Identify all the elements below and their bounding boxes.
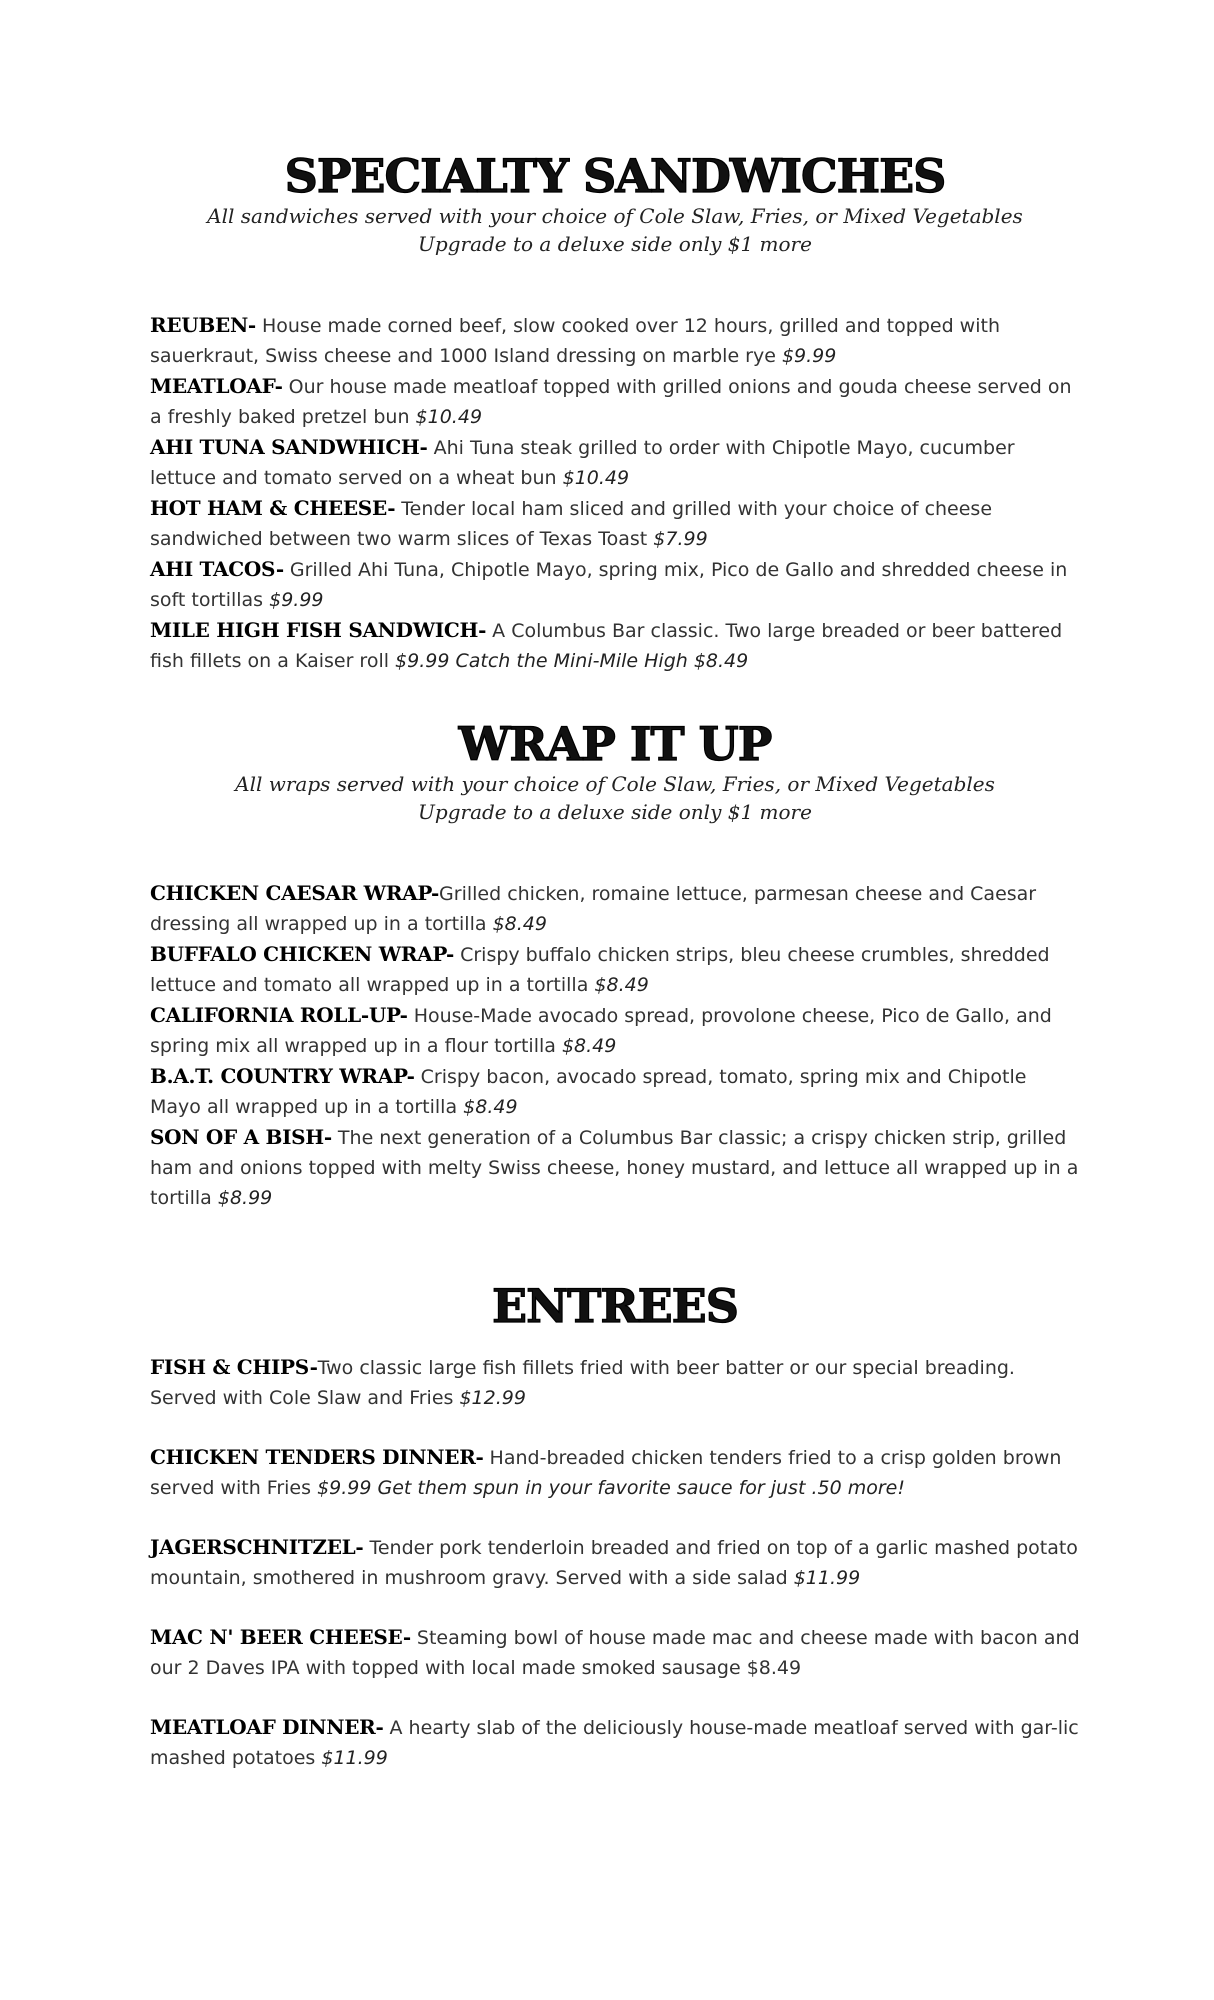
item-name: AHI TACOS- <box>150 557 284 581</box>
section-title: SPECIALTY SANDWICHES <box>284 149 946 203</box>
item-description: Our house made meatloaf topped with grilled onions and gouda cheese served on a freshly baked pretzel bun <box>150 376 1072 428</box>
item-description: House-Made avocado spread, provolone cheese, Pico de Gallo, and spring mix all wrapped up in a flour tortilla <box>150 1005 1052 1057</box>
item-name: MAC N' BEER CHEESE- <box>150 1625 411 1649</box>
item-price: $12.99 <box>459 1387 526 1409</box>
item-price: $11.99 <box>793 1567 861 1589</box>
menu-item <box>150 1352 1080 1413</box>
item-name: CALIFORNIA ROLL-UP- <box>150 1003 408 1027</box>
item-extra-offer: Get them spun in your favorite sauce for just .50 more! <box>371 1477 905 1499</box>
item-price: $8.49 <box>463 1096 518 1118</box>
section-subtitle: Upgrade to a deluxe side only $1 more <box>418 232 812 256</box>
menu-item <box>150 878 1080 939</box>
menu-item-list <box>150 878 1080 1213</box>
item-name: HOT HAM & CHEESE- <box>150 496 396 520</box>
specialty-sandwiches-section <box>150 150 1080 676</box>
item-description: A hearty slab of the deliciously house-made meatloaf served with gar-lic mashed potatoes <box>150 1717 1079 1769</box>
item-name: FISH & CHIPS- <box>150 1355 318 1379</box>
menu-item <box>150 939 1080 1000</box>
item-description: Crispy buffalo chicken strips, bleu cheese crumbles, shredded lettuce and tomato all wrapped up in a tortilla <box>150 944 1050 996</box>
menu-item <box>150 371 1080 432</box>
item-description: A Columbus Bar classic. Two large breaded or beer battered fish fillets on a Kaiser roll <box>150 620 1063 672</box>
item-description: The next generation of a Columbus Bar classic; a crispy chicken strip, grilled ham and onions topped with melty Swiss cheese, honey mustard, and lettuce all wrapped up in a tortilla <box>150 1127 1079 1209</box>
item-description: Two classic large fish fillets fried with beer batter or our special breading. Served with Cole Slaw and Fries <box>150 1357 1015 1409</box>
item-description: House made corned beef, slow cooked over 12 hours, grilled and topped with sauerkraut, Swiss cheese and 1000 Island dressing on marble rye <box>150 315 1000 367</box>
item-description: Ahi Tuna steak grilled to order with Chipotle Mayo, cucumber lettuce and tomato served on a wheat bun <box>150 437 1015 489</box>
item-name: AHI TUNA SANDWHICH- <box>150 435 428 459</box>
menu-item <box>150 554 1080 615</box>
item-name: MEATLOAF DINNER- <box>150 1715 384 1739</box>
section-subtitle: All sandwiches served with your choice of Cole Slaw, Fries, or Mixed Vegetables <box>207 204 1023 228</box>
menu-item <box>150 493 1080 554</box>
section-title: WRAP IT UP <box>458 717 772 771</box>
item-price: $8.49 <box>492 913 547 935</box>
wrap-it-up-section <box>150 718 1080 1213</box>
item-price: $8.49 <box>561 1035 617 1057</box>
item-price: $9.99 <box>395 650 450 672</box>
item-name: CHICKEN CAESAR WRAP- <box>150 881 440 905</box>
section-subtitle: Upgrade to a deluxe side only $1 more <box>418 800 812 824</box>
item-price: $8.99 <box>217 1187 273 1209</box>
menu-item <box>150 1061 1080 1122</box>
item-name: CHICKEN TENDERS DINNER- <box>150 1445 484 1469</box>
item-price: $8.49 <box>594 974 649 996</box>
menu-item <box>150 1000 1080 1061</box>
menu-item <box>150 1622 1080 1683</box>
item-description: Grilled Ahi Tuna, Chipotle Mayo, spring mix, Pico de Gallo and shredded cheese in soft tortillas <box>150 559 1068 611</box>
item-description: Hand-breaded chicken tenders fried to a crisp golden brown served with Fries <box>150 1447 1062 1499</box>
section-title: ENTREES <box>492 1279 738 1333</box>
item-price: $9.99 <box>781 345 837 367</box>
item-name: MILE HIGH FISH SANDWICH- <box>150 618 487 642</box>
item-name: BUFFALO CHICKEN WRAP- <box>150 942 455 966</box>
item-price: $9.99 <box>269 589 324 611</box>
item-price: $8.49 <box>746 1657 802 1679</box>
item-name: B.A.T. COUNTRY WRAP- <box>150 1064 415 1088</box>
item-extra-offer: Catch the Mini-Mile High $8.49 <box>449 650 749 672</box>
item-description: Tender local ham sliced and grilled with your choice of cheese sandwiched between two warm slices of Texas Toast <box>150 498 993 550</box>
item-price: $10.49 <box>415 406 483 428</box>
item-name: SON OF A BISH- <box>150 1125 332 1149</box>
menu-item <box>150 1122 1080 1213</box>
menu-item <box>150 1712 1080 1773</box>
item-price: $9.99 <box>317 1477 372 1499</box>
item-price: $11.99 <box>321 1747 388 1769</box>
menu-item-list <box>150 310 1080 676</box>
item-price: $10.49 <box>562 467 630 489</box>
item-description: Steaming bowl of house made mac and cheese made with bacon and our 2 Daves IPA with topped with local made smoked sausage <box>150 1627 1080 1679</box>
menu-item <box>150 310 1080 371</box>
item-price: $7.99 <box>653 528 708 550</box>
menu-item <box>150 1442 1080 1503</box>
menu-item <box>150 615 1080 676</box>
item-description: Grilled chicken, romaine lettuce, parmesan cheese and Caesar dressing all wrapped up in a tortilla <box>150 883 1037 935</box>
entrees-section <box>150 1280 1080 1802</box>
item-name: JAGERSCHNITZEL- <box>150 1535 364 1559</box>
menu-item-list <box>150 1352 1080 1773</box>
section-subtitle: All wraps served with your choice of Cole Slaw, Fries, or Mixed Vegetables <box>235 772 995 796</box>
item-name: REUBEN- <box>150 313 256 337</box>
item-description: Crispy bacon, avocado spread, tomato, spring mix and Chipotle Mayo all wrapped up in a tortilla <box>150 1066 1027 1118</box>
item-name: MEATLOAF- <box>150 374 283 398</box>
item-description: Tender pork tenderloin breaded and fried on top of a garlic mashed potato mountain, smothered in mushroom gravy. Served with a side salad <box>150 1537 1078 1589</box>
menu-item <box>150 1532 1080 1593</box>
menu-item <box>150 432 1080 493</box>
